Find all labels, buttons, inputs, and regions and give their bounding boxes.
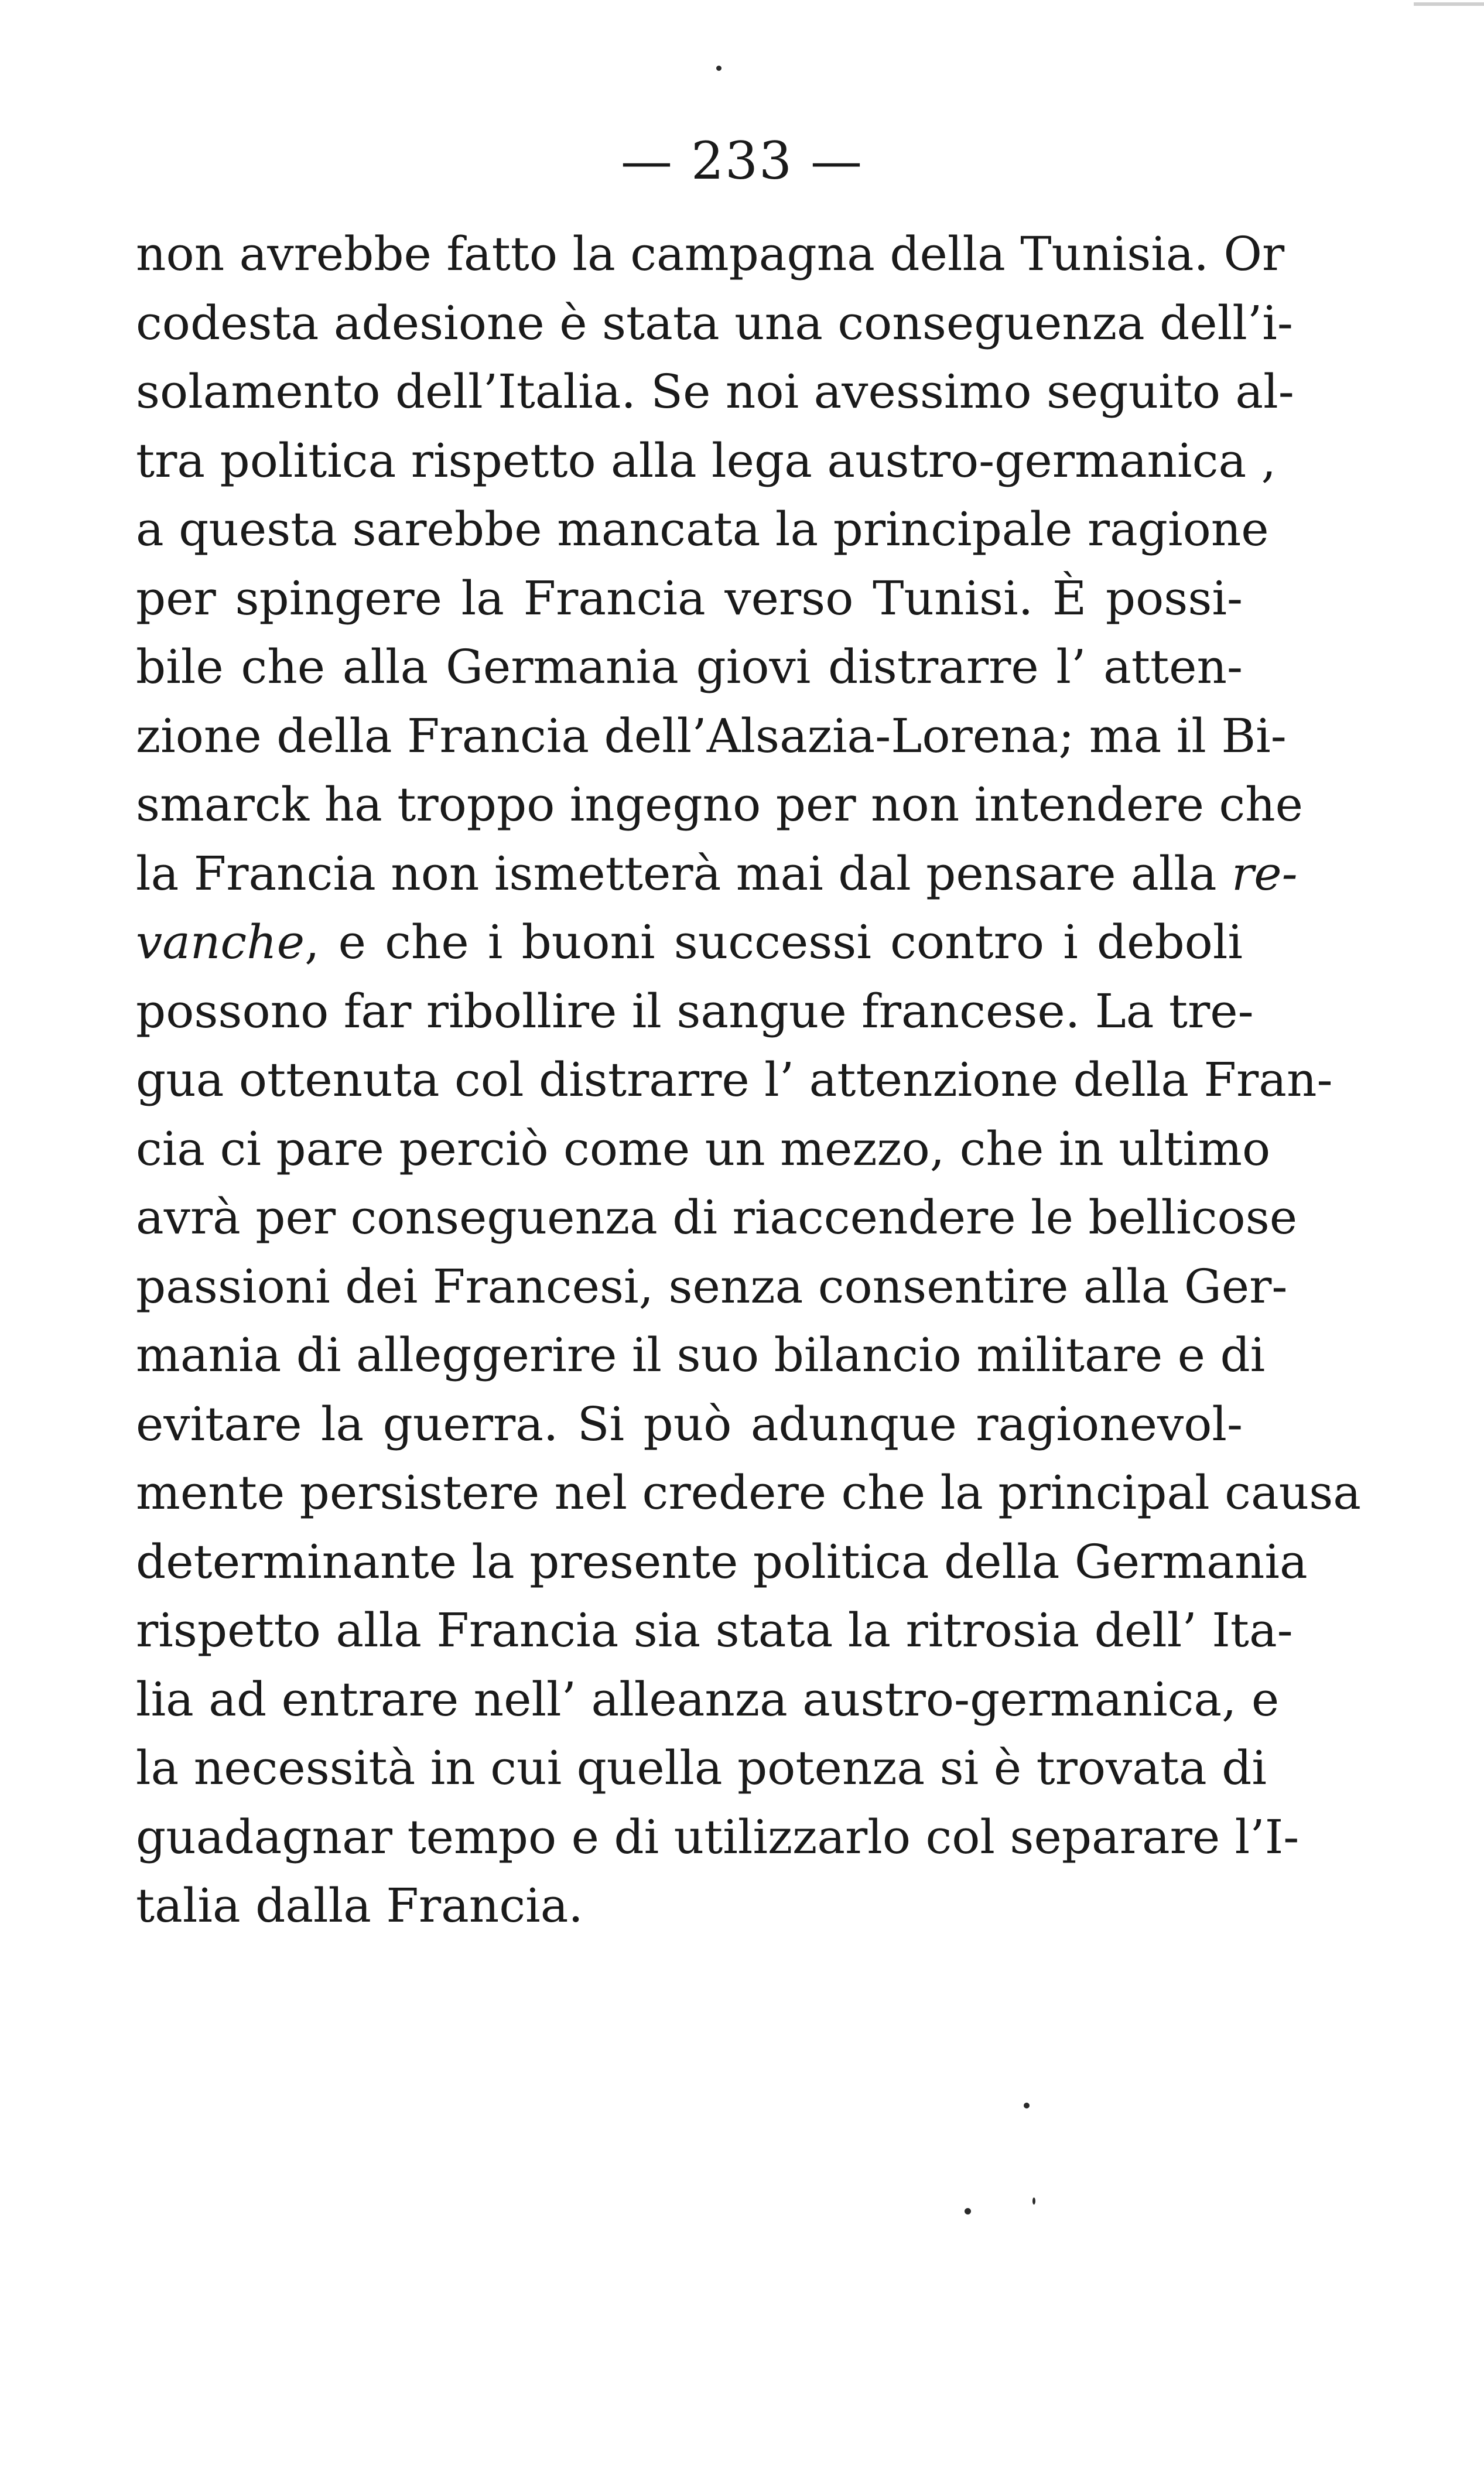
text-segment: la Francia non ismetterà mai dal pensare alla	[136, 846, 1217, 901]
text-line-with-italic	[136, 908, 1243, 977]
text-line: zione della Francia dell’Alsazia-Lorena; ma il Bi-	[136, 708, 1287, 763]
text-line: codesta adesione è stata una conseguenza dell’i-	[136, 295, 1293, 350]
text-line: passioni dei Francesi, senza consentire alla Ger-	[136, 1259, 1288, 1314]
text-line: evitare la guerra. Si può adunque ragionevol-	[136, 1396, 1243, 1451]
italic-word: vanche	[136, 915, 305, 969]
text-line: determinante la presente politica della Germania	[136, 1534, 1308, 1589]
page-edge-mark	[1414, 2, 1484, 6]
text-line: la necessità in cui quella potenza si è trovata di	[136, 1741, 1267, 1795]
text-line: mania di alleggerire il suo bilancio militare e di	[136, 1328, 1266, 1382]
ink-speck	[1032, 2197, 1035, 2205]
text-line: bile che alla Germania giovi distrarre l’ atten-	[136, 640, 1243, 694]
ink-speck	[965, 2208, 971, 2214]
text-line: non avrebbe fatto la campagna della Tunisia. Or	[136, 227, 1285, 281]
text-line: cia ci pare perciò come un mezzo, che in ultimo	[136, 1121, 1271, 1176]
body-text	[136, 220, 1361, 1940]
text-line: solamento dell’Italia. Se noi avessimo seguito al-	[136, 364, 1294, 419]
text-segment: , e che i buoni successi contro i deboli	[305, 915, 1243, 969]
text-line: mente persistere nel credere che la principal causa	[136, 1465, 1361, 1520]
italic-word: re-	[1232, 846, 1298, 901]
text-line-with-italic	[136, 839, 1298, 908]
text-line: talia dalla Francia.	[136, 1878, 583, 1933]
text-line: gua ottenuta col distrarre l’ attenzione della Fran-	[136, 1052, 1333, 1107]
ink-speck	[1024, 2103, 1030, 2108]
text-line: a questa sarebbe mancata la principale ragione	[136, 502, 1269, 556]
text-line: tra politica rispetto alla lega austro-germanica ,	[136, 433, 1276, 488]
text-line: rispetto alla Francia sia stata la ritrosia dell’ Ita-	[136, 1603, 1293, 1657]
page-number: — 233 —	[621, 131, 863, 191]
text-line: lia ad entrare nell’ alleanza austro-germanica, e	[136, 1672, 1280, 1727]
text-line: avrà per conseguenza di riaccendere le bellicose	[136, 1190, 1298, 1245]
text-line: smarck ha troppo ingegno per non intendere che	[136, 777, 1304, 832]
text-line: guadagnar tempo e di utilizzarlo col separare l’I-	[136, 1809, 1300, 1864]
text-line: possono far ribollire il sangue francese. La tre-	[136, 983, 1254, 1038]
ink-speck	[716, 66, 722, 71]
text-line: per spingere la Francia verso Tunisi. È possi-	[136, 570, 1243, 626]
